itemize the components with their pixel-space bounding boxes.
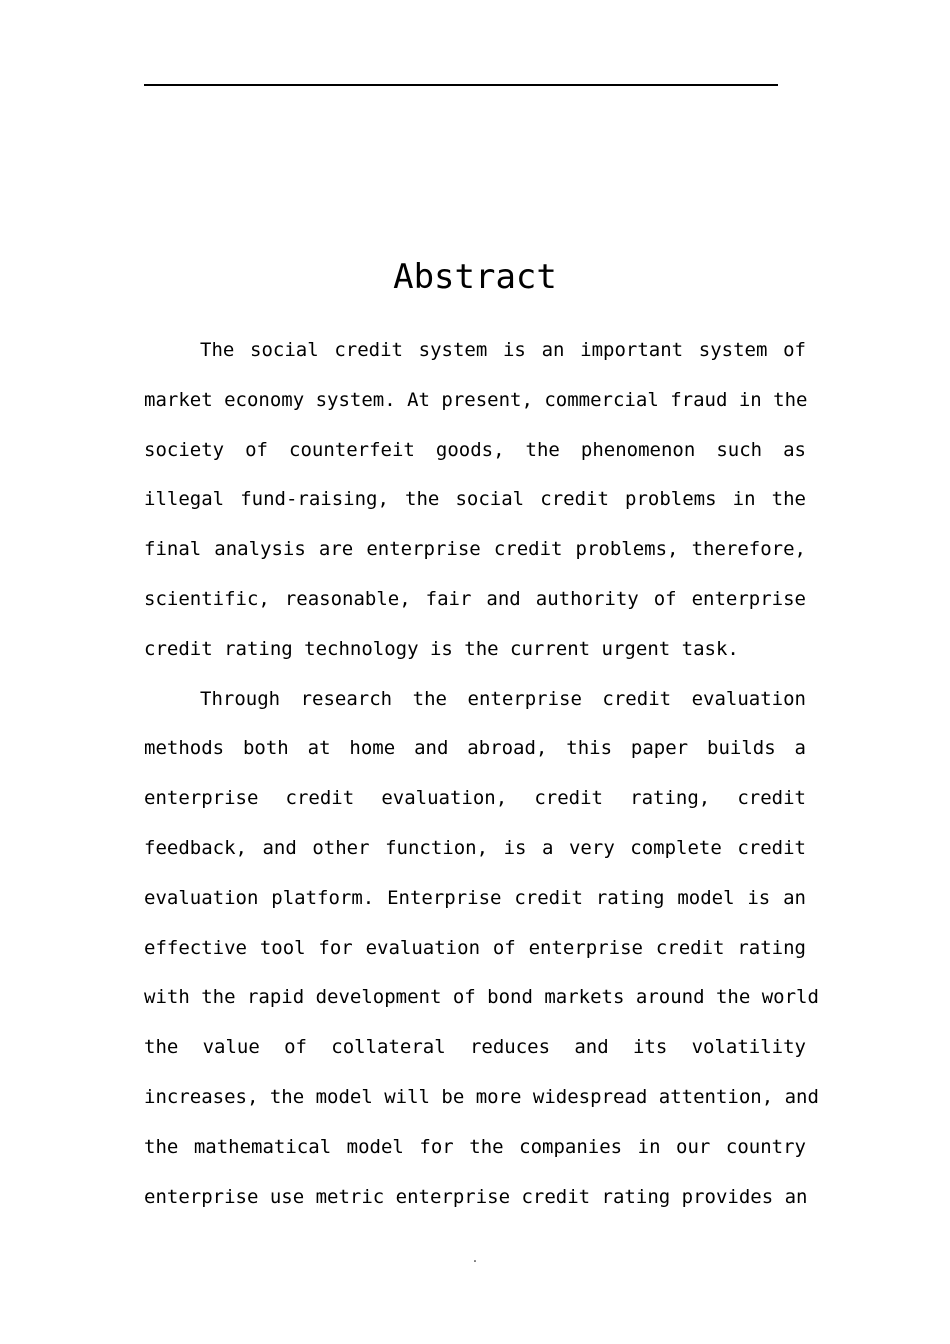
- text-line: enterprise credit evaluation, credit rating, credit: [144, 787, 806, 810]
- text-line: credit rating technology is the current urgent task.: [144, 637, 739, 660]
- paragraph-1: [144, 326, 806, 675]
- page-title: Abstract: [393, 257, 557, 297]
- text-line: feedback, and other function, is a very complete credit: [144, 836, 806, 859]
- header-rule: [144, 84, 778, 86]
- text-line: enterprise use metric enterprise credit rating provides an: [144, 1185, 808, 1208]
- text-line: effective tool for evaluation of enterprise credit rating: [144, 936, 806, 959]
- text-line: Through research the enterprise credit evaluation: [200, 687, 806, 710]
- text-line: evaluation platform. Enterprise credit rating model is an: [144, 886, 806, 909]
- paragraph-2: [144, 675, 819, 1223]
- abstract-body: [144, 326, 819, 1222]
- text-line: society of counterfeit goods, the phenomenon such as: [144, 438, 806, 461]
- text-line: illegal fund-raising, the social credit problems in the: [144, 488, 806, 511]
- page-footer-mark: .: [471, 1251, 479, 1265]
- text-line: scientific, reasonable, fair and authority of enterprise: [144, 587, 806, 610]
- text-line: the mathematical model for the companies in our country: [144, 1135, 806, 1158]
- text-line: methods both at home and abroad, this paper builds a: [144, 737, 806, 760]
- text-line: increases, the model will be more widespread attention, and: [144, 1085, 819, 1108]
- text-line: final analysis are enterprise credit problems, therefore,: [144, 538, 806, 561]
- text-line: the value of collateral reduces and its volatility: [144, 1036, 806, 1059]
- text-line: market economy system. At present, commercial fraud in the: [144, 388, 808, 411]
- text-line: The social credit system is an important system of: [200, 339, 806, 361]
- text-line: with the rapid development of bond markets around the world: [144, 986, 819, 1009]
